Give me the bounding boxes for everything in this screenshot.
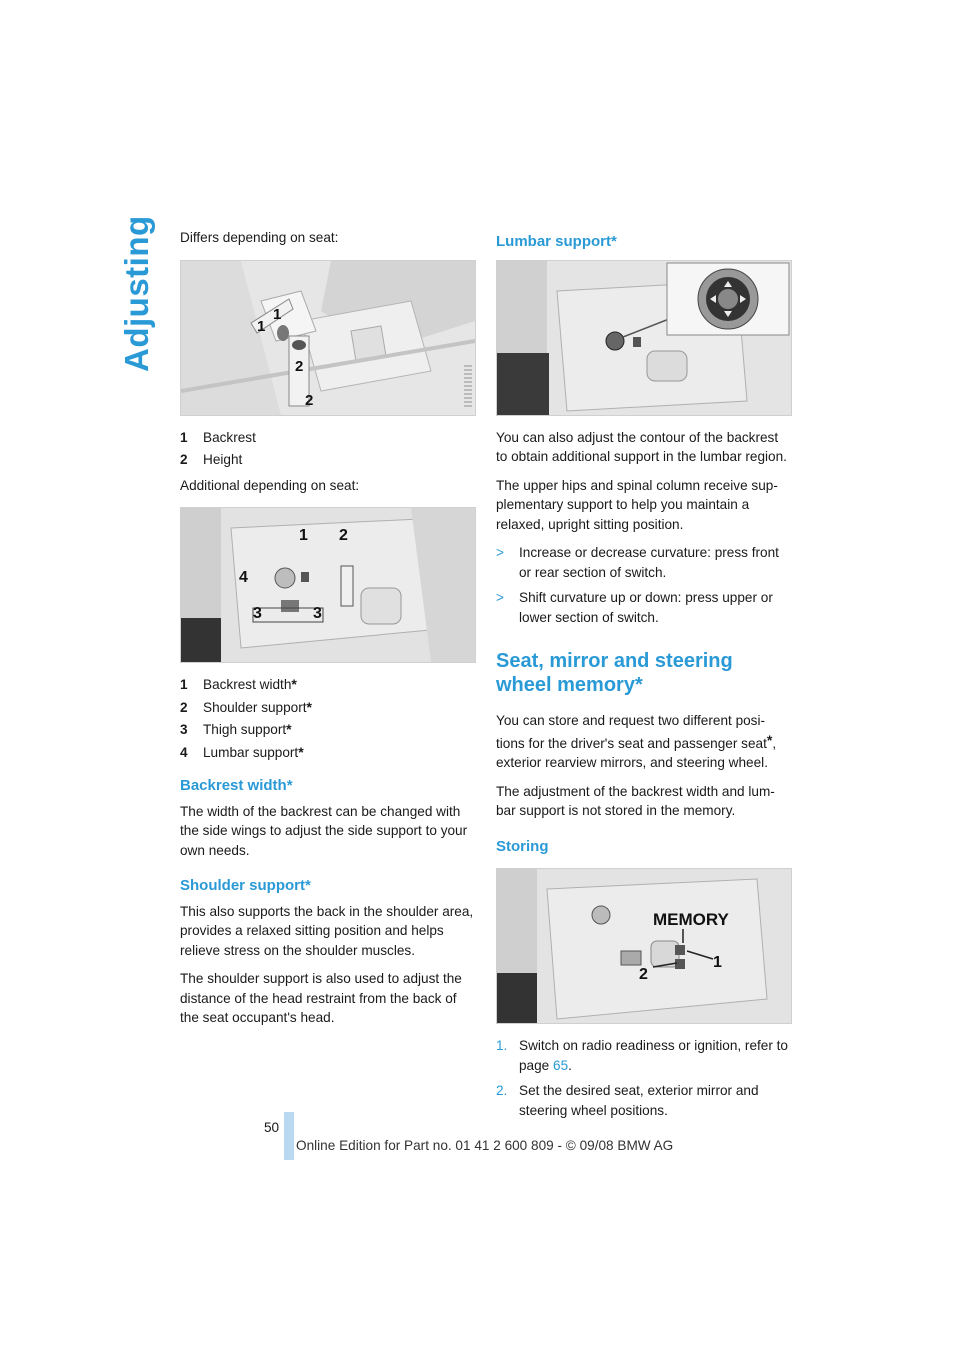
legend-text: Backrest width <box>203 677 292 692</box>
figure2-label-4: 4 <box>239 569 248 586</box>
heading-memory: Seat, mirror and steering wheel memory* <box>496 650 733 696</box>
figure2-label-1: 1 <box>299 527 308 544</box>
heading-storing: Storing <box>496 837 549 855</box>
asterisk-mark: * <box>298 743 304 760</box>
heading-shoulder-support: Shoulder support* <box>180 877 311 894</box>
page-reference-link[interactable]: 65 <box>553 1057 569 1073</box>
lumbar-text-2: The upper hips and spinal column receive sup-plementary support to help you maintain a relaxed, upright sitting position. <box>496 477 778 532</box>
shoulder-support-text-2: The shoulder support is also used to adjust the distance of the head restraint from the back of the seat occupant's head. <box>180 971 462 1025</box>
legend-seat <box>180 428 476 470</box>
bullet-item <box>496 588 792 627</box>
legend-switches <box>180 675 476 762</box>
step-text-part: Switch on radio readiness or ignition, refer to page <box>519 1038 788 1073</box>
legend-text: Thigh support <box>203 722 287 737</box>
figure1-label-2a: 2 <box>295 357 304 375</box>
bullet-text: Increase or decrease curvature: press front or rear section of switch. <box>519 545 779 580</box>
figure2-label-3b: 3 <box>313 605 322 622</box>
lumbar-switch-figure <box>496 260 792 416</box>
step-text-end: . <box>568 1057 572 1073</box>
asterisk-mark: * <box>286 721 292 737</box>
legend-text: Backrest <box>203 429 256 445</box>
legend-row <box>180 428 476 448</box>
legend-num: 4 <box>180 744 188 760</box>
memory-buttons-figure <box>496 868 792 1024</box>
step-text <box>519 1036 792 1075</box>
step-text: Set the desired seat, exterior mirror and steering wheel positions. <box>519 1083 759 1118</box>
legend-row <box>180 698 476 718</box>
figure4-label-1: 1 <box>713 954 722 971</box>
lumbar-text-1: You can also adjust the contour of the backrest to obtain additional support in the lumbar region. <box>496 429 787 464</box>
backrest-width-text: The width of the backrest can be changed with the side wings to adjust the side support to your own needs. <box>180 803 468 858</box>
figure1-label-1b: 1 <box>273 305 282 323</box>
legend-num: 1 <box>180 429 188 445</box>
legend-text: Lumbar support <box>203 744 299 760</box>
heading-backrest-width: Backrest width* <box>180 777 293 794</box>
legend-text: Shoulder support <box>203 699 307 715</box>
memory-text-1a: You can store and request two different posi-tions for the driver's seat and passenger seat <box>496 713 767 751</box>
bullet-text: Shift curvature up or down: press upper or lower section of switch. <box>519 590 773 625</box>
legend-row <box>180 675 476 695</box>
legend-row <box>180 450 476 470</box>
bullet-mark: > <box>496 590 504 605</box>
section-side-title: Adjusting <box>118 215 155 372</box>
shoulder-support-text-1: This also supports the back in the shoulder area, provides a relaxed sitting position and helps relieve stress on the shoulder muscles. <box>180 903 474 958</box>
step-item <box>496 1036 792 1075</box>
figure4-label-2: 2 <box>639 966 648 983</box>
right-column <box>496 228 792 1126</box>
asterisk-mark: * <box>306 698 312 715</box>
legend-num: 3 <box>180 722 188 737</box>
figure1-label-2b: 2 <box>305 391 314 409</box>
legend-row <box>180 720 476 740</box>
footer-bar <box>284 1112 294 1160</box>
additional-text: Additional depending on seat: <box>180 477 360 493</box>
bullet-item <box>496 543 792 582</box>
edition-footer: Online Edition for Part no. 01 41 2 600 809 - © 09/08 BMW AG <box>296 1138 674 1153</box>
seat-backrest-height-figure <box>180 260 476 416</box>
figure-id-mark <box>464 365 472 409</box>
memory-text-1b: , exterior rearview mirrors, and steering wheel. <box>496 735 777 770</box>
asterisk-mark: * <box>766 731 773 748</box>
legend-row <box>180 743 476 763</box>
figure1-label-1a: 1 <box>257 317 266 335</box>
memory-label: MEMORY <box>653 910 729 929</box>
asterisk-mark: * <box>291 676 297 692</box>
bullet-mark: > <box>496 545 504 560</box>
left-column <box>180 228 476 1037</box>
step-item <box>496 1081 792 1120</box>
step-number: 1. <box>496 1038 508 1053</box>
step-number: 2. <box>496 1083 508 1098</box>
figure2-label-3a: 3 <box>253 605 262 622</box>
intro-text: Differs depending on seat: <box>180 230 339 245</box>
legend-num: 2 <box>180 699 188 715</box>
page-number: 50 <box>264 1120 280 1135</box>
figure2-label-2: 2 <box>339 527 348 544</box>
seat-switches-figure <box>180 507 476 663</box>
legend-num: 2 <box>180 452 188 467</box>
legend-num: 1 <box>180 677 188 692</box>
memory-text-2: The adjustment of the backrest width and lum-bar support is not stored in the memory. <box>496 783 775 818</box>
memory-text-1 <box>496 711 792 773</box>
heading-lumbar-support: Lumbar support* <box>496 233 617 250</box>
legend-text: Height <box>203 452 243 467</box>
